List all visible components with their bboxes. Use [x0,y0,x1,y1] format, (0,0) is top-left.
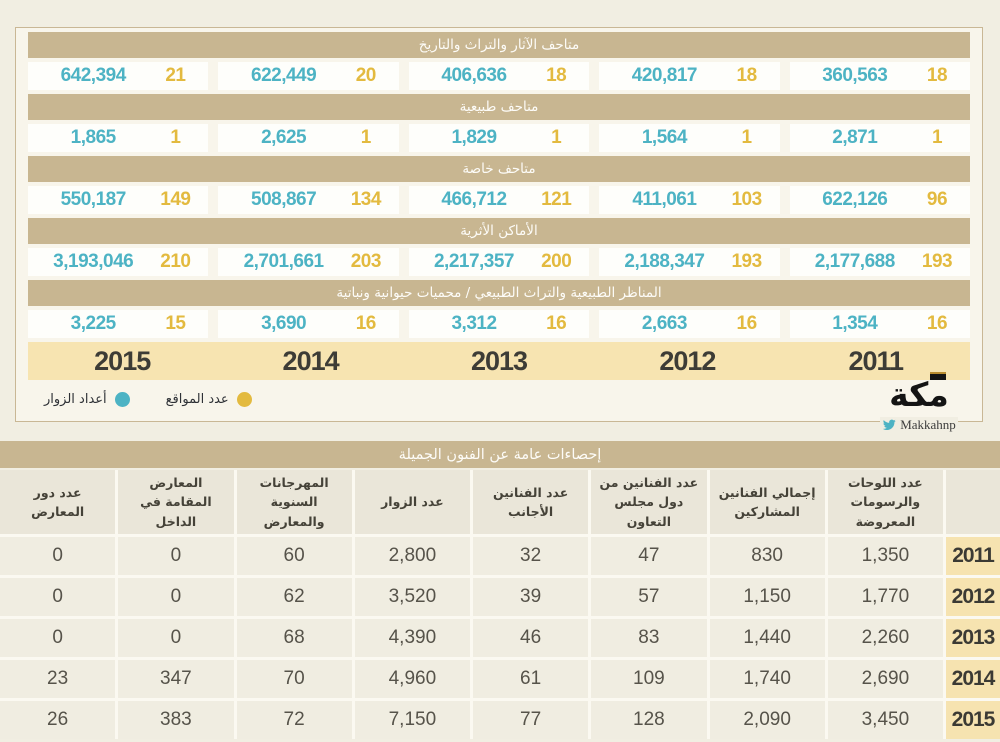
table-cell: 2,800 [355,537,470,575]
stat-cell [409,62,589,90]
legend-row [28,375,970,432]
stat-cell [599,62,779,90]
years-band [28,342,970,380]
section-title-band [28,218,970,244]
table-cell: 83 [591,619,706,657]
table-cell: 39 [473,578,588,616]
table-cell: 4,960 [355,660,470,698]
table-cell: 1,440 [710,619,825,657]
table-cell: 0 [0,619,115,657]
fine-arts-table [0,470,1000,739]
table-cell: 347 [118,660,233,698]
section-values-row [28,310,970,338]
sites-count: 210 [160,251,191,272]
year-label: 2011 [848,345,904,376]
section-title: الأماكن الأثرية [460,223,538,239]
heritage-sites-visitors-panel [15,27,983,432]
sites-count: 1 [741,127,752,148]
table-cell: 57 [591,578,706,616]
visitors-count: 2,188,347 [624,251,705,272]
makkah-logo-text: مكة [889,375,949,414]
sites-count: 1 [551,127,562,148]
sites-count: 18 [736,65,757,86]
visitors-count: 3,193,046 [53,251,134,272]
table-cell: 109 [591,660,706,698]
table-cell: 830 [710,537,825,575]
section-title: متاحف خاصة [462,161,536,177]
section-title: متاحف الآثار والتراث والتاريخ [418,37,580,53]
table-cell: 3,520 [355,578,470,616]
visitors-count: 622,449 [251,65,317,86]
visitors-count: 2,663 [641,313,687,334]
visitors-dot-icon [115,392,130,407]
table-cell: 1,740 [710,660,825,698]
visitors-count: 622,126 [822,189,888,210]
column-header: عدد الفنانين الأجانب [473,470,588,534]
table-cell: 68 [237,619,352,657]
table-cell: 4,390 [355,619,470,657]
table-cell: 383 [118,701,233,739]
visitors-count: 3,312 [451,313,497,334]
stat-cell [790,248,970,276]
column-header: المعارض المقامة في الداخل [118,470,233,534]
visitors-count: 508,867 [251,189,317,210]
sites-count: 200 [541,251,572,272]
row-year: 2011 [946,537,1000,575]
sites-count: 16 [355,313,376,334]
table-cell: 0 [0,537,115,575]
sites-count: 15 [165,313,186,334]
section-values-row [28,124,970,152]
twitter-handle [880,417,958,433]
table-cell: 77 [473,701,588,739]
section-title-band [28,94,970,120]
stat-cell [790,186,970,214]
stat-cell [790,310,970,338]
table-cell: 61 [473,660,588,698]
visitors-count: 1,865 [70,127,116,148]
table-cell: 70 [237,660,352,698]
sites-count: 134 [350,189,381,210]
visitors-count: 1,564 [641,127,687,148]
table-cell: 47 [591,537,706,575]
visitors-count: 2,871 [832,127,878,148]
sites-count: 16 [546,313,567,334]
year-label: 2014 [282,345,339,376]
sites-count: 18 [546,65,567,86]
legend-item-visitors [44,392,130,407]
sites-count: 16 [736,313,757,334]
sites-count: 1 [360,127,371,148]
table-cell: 3,450 [828,701,943,739]
table-cell: 2,260 [828,619,943,657]
table-cell: 23 [0,660,115,698]
stat-cell [409,310,589,338]
visitors-count: 2,625 [261,127,307,148]
visitors-count: 2,701,661 [243,251,324,272]
visitors-count: 3,690 [261,313,307,334]
column-header: المهرجانات السنوية والمعارض [237,470,352,534]
table-cell: 128 [591,701,706,739]
stat-cell [599,186,779,214]
visitors-count: 550,187 [60,189,126,210]
sites-count: 193 [921,251,953,272]
visitors-count: 466,712 [441,189,507,210]
column-header: إجمالي الفنانين المشاركين [710,470,825,534]
section-values-row [28,248,970,276]
visitors-count: 642,394 [60,65,126,86]
table-cell: 0 [118,537,233,575]
table-cell: 26 [0,701,115,739]
sites-count: 203 [350,251,381,272]
stat-cell [218,248,398,276]
table-cell: 0 [0,578,115,616]
stat-cell [218,310,398,338]
visitors-count: 420,817 [631,65,697,86]
row-year: 2012 [946,578,1000,616]
year-label: 2015 [94,345,151,376]
section-values-row [28,186,970,214]
visitors-count: 406,636 [441,65,507,86]
visitors-count: 1,354 [832,313,878,334]
year-label: 2013 [470,345,528,376]
legend-item-sites [166,392,252,407]
section-title: متاحف طبيعية [459,99,539,115]
row-year: 2014 [946,660,1000,698]
stat-cell [599,248,779,276]
stat-cell [409,186,589,214]
sites-count: 103 [731,189,762,210]
stat-cell [218,186,398,214]
makkah-newspaper-logo [874,372,964,433]
visitors-count: 3,225 [70,313,116,334]
table-cell: 1,770 [828,578,943,616]
sites-count: 1 [931,127,943,148]
column-header: عدد دور المعارض [0,470,115,534]
year-column-header [946,470,1000,534]
section-title: المناظر الطبيعية والتراث الطبيعي / محميات حيوانية ونباتية [336,285,662,301]
stat-cell [28,62,208,90]
table-cell: 2,690 [828,660,943,698]
sites-count: 149 [160,189,191,210]
stat-cell [599,310,779,338]
row-year: 2015 [946,701,1000,739]
sites-count: 96 [926,189,948,210]
sites-count: 16 [926,313,948,334]
legend-label: عدد المواقع [165,392,229,407]
column-header: عدد الزوار [355,470,470,534]
legend [44,392,252,407]
legend-label: أعداد الزوار [44,392,107,407]
year-label: 2012 [659,345,716,376]
visitors-count: 360,563 [822,65,888,86]
table-cell: 7,150 [355,701,470,739]
stat-cell [28,124,208,152]
stat-cell [409,124,589,152]
section-title-band [28,280,970,306]
column-header: عدد اللوحات والرسومات المعروضة [828,470,943,534]
sites-count: 121 [541,189,572,210]
table-cell: 60 [237,537,352,575]
fine-arts-title-band [0,441,1000,468]
sites-count: 21 [165,65,186,86]
stat-cell [790,62,970,90]
row-year: 2013 [946,619,1000,657]
sites-dot-icon [237,392,252,407]
visitors-count: 411,061 [632,189,697,210]
twitter-handle-text: Makkahnp [900,417,956,432]
visitors-count: 2,217,357 [433,251,514,272]
sites-count: 18 [926,65,948,86]
table-cell: 62 [237,578,352,616]
section-values-row [28,62,970,90]
stat-cell [599,124,779,152]
stat-cell [218,124,398,152]
table-cell: 1,150 [710,578,825,616]
stat-cell [409,248,589,276]
visitors-count: 2,177,688 [814,251,895,272]
table-cell: 46 [473,619,588,657]
visitors-count: 1,829 [451,127,497,148]
sites-count: 193 [731,251,762,272]
fine-arts-title: إحصاءات عامة عن الفنون الجميلة [398,446,602,463]
table-cell: 1,350 [828,537,943,575]
sites-count: 20 [355,65,376,86]
stat-cell [28,186,208,214]
table-cell: 0 [118,578,233,616]
column-header: عدد الفنانين من دول مجلس التعاون [591,470,706,534]
sites-count: 1 [170,127,181,148]
section-title-band [28,156,970,182]
table-cell: 32 [473,537,588,575]
section-title-band [28,32,970,58]
table-cell: 0 [118,619,233,657]
stat-cell [218,62,398,90]
twitter-icon [882,418,896,432]
table-cell: 2,090 [710,701,825,739]
stat-cell [28,248,208,276]
stat-cell [790,124,970,152]
table-cell: 72 [237,701,352,739]
stat-cell [28,310,208,338]
